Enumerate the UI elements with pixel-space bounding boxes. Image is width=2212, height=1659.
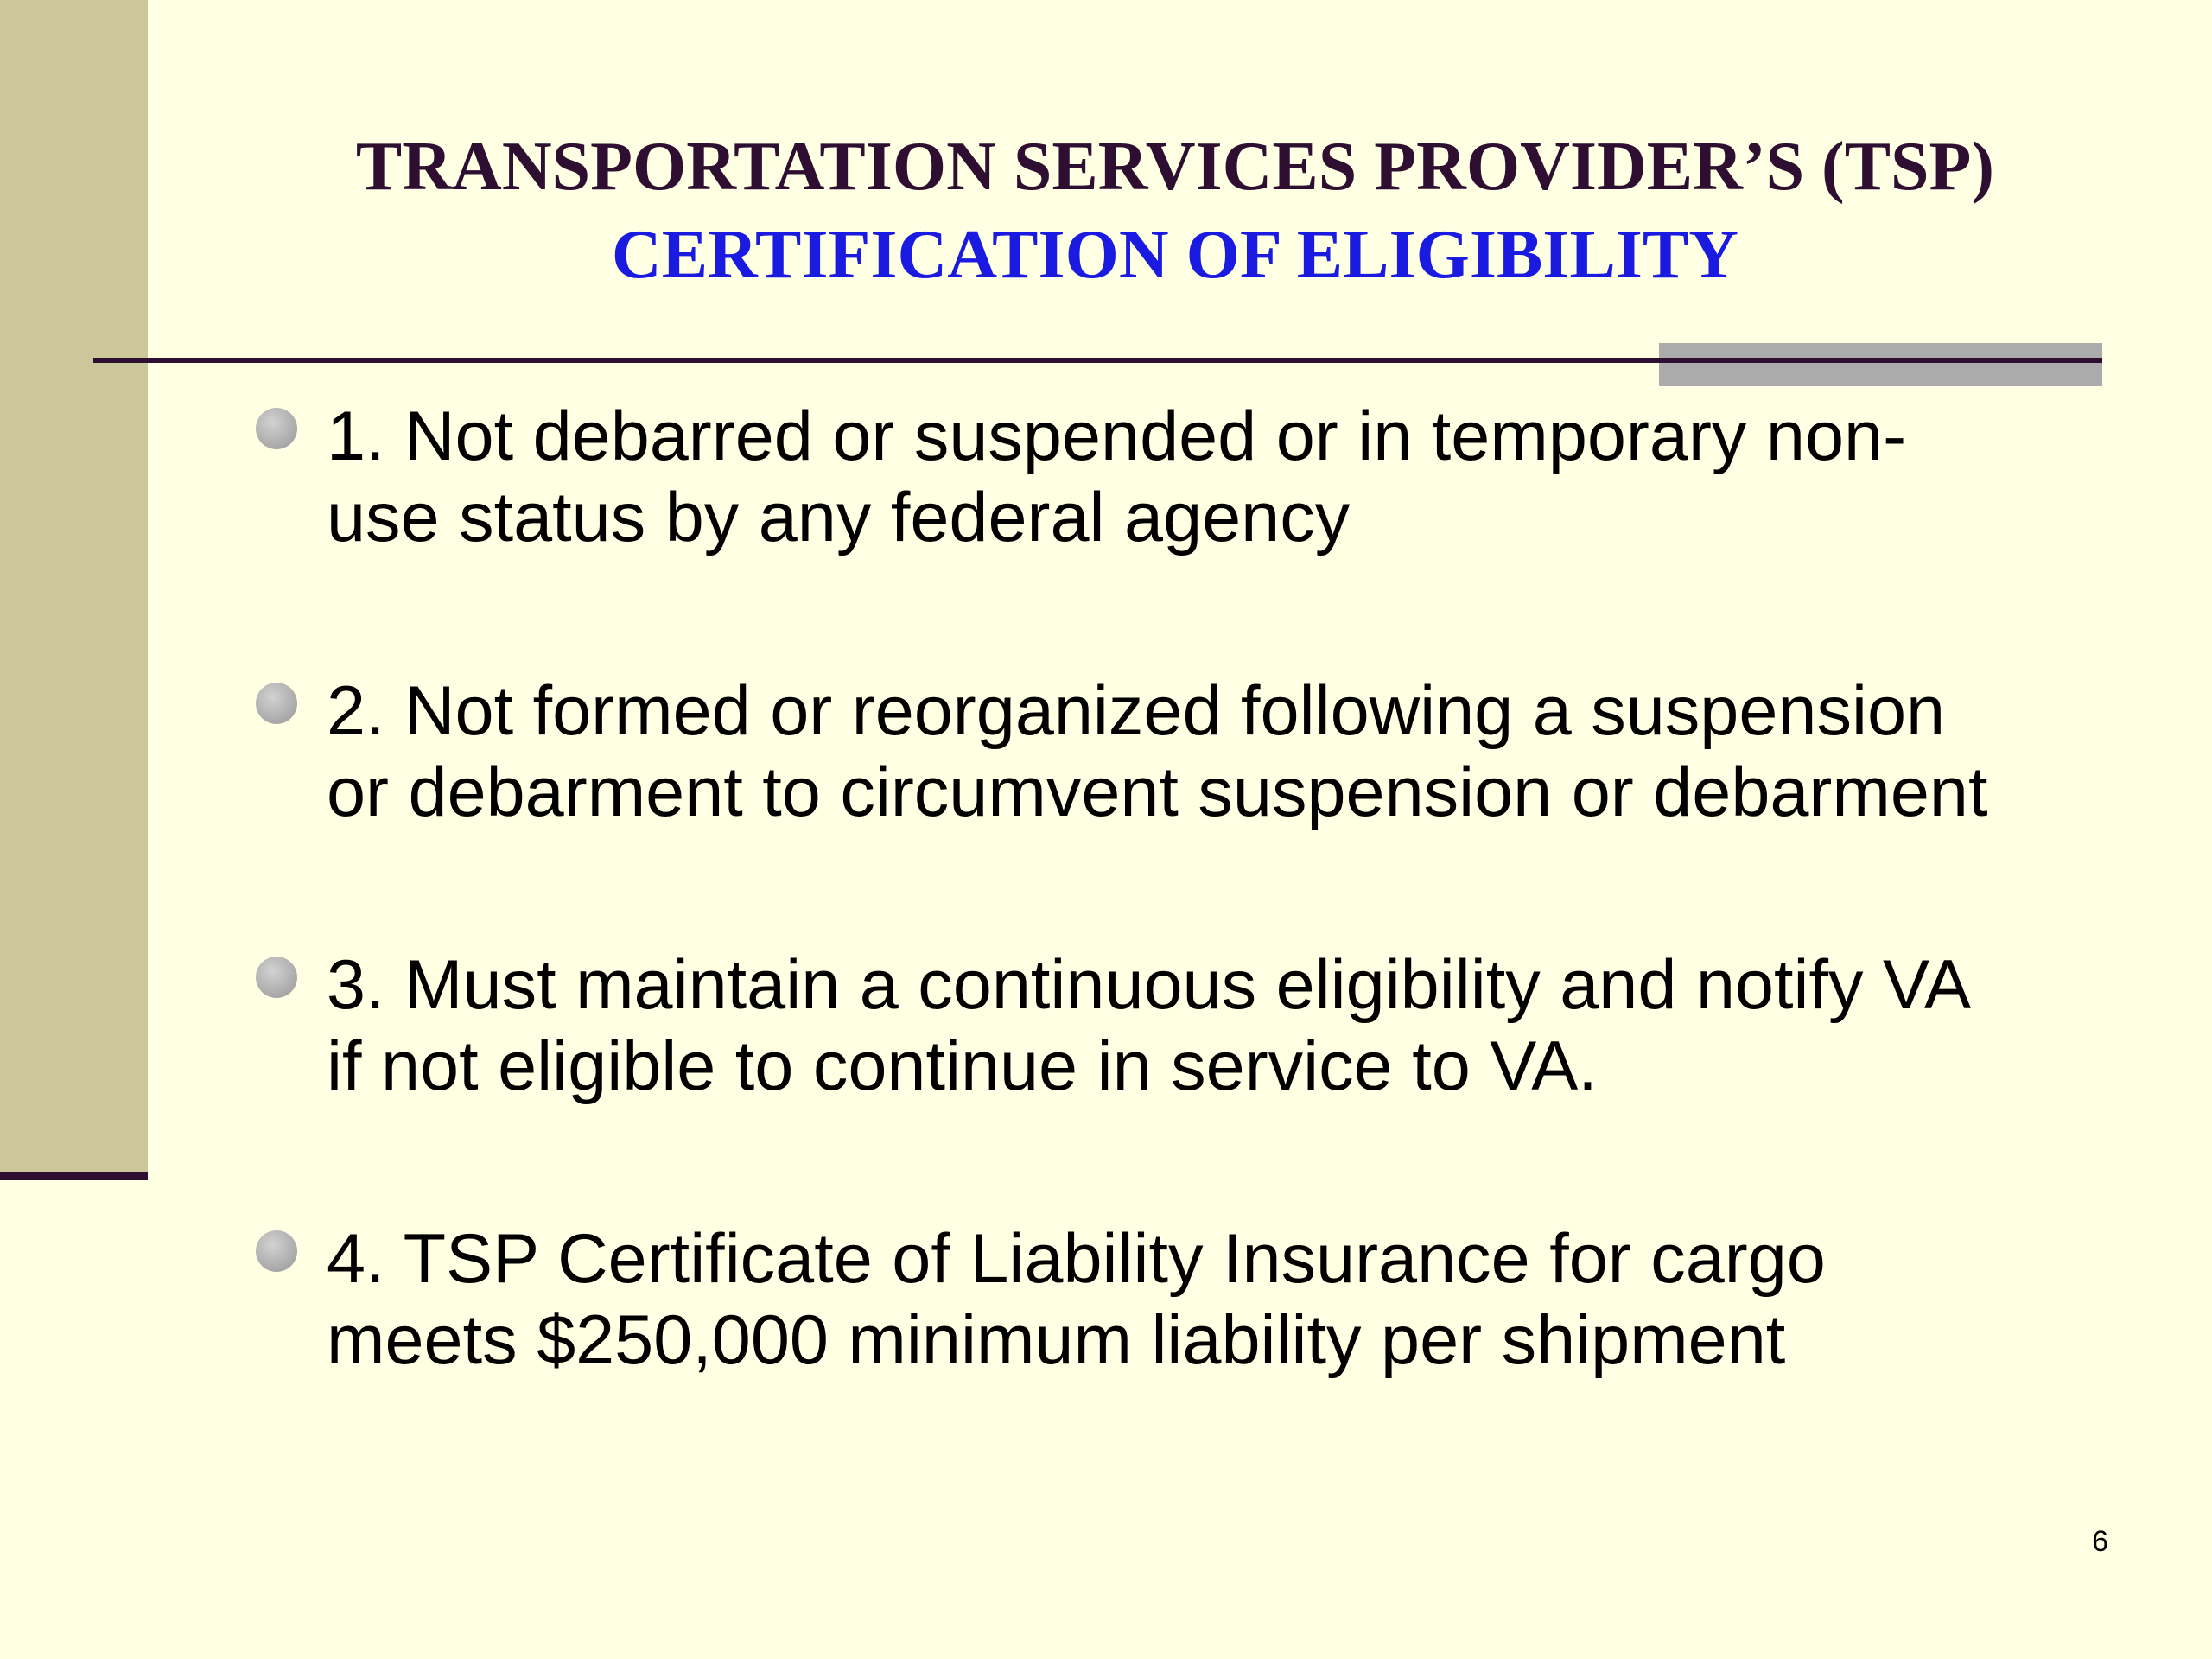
slide-title-line1: TRANSPORTATION SERVICES PROVIDER’S (TSP)	[355, 129, 1995, 205]
slide-title-line2: CERTIFICATION OF ELIGIBILITY	[611, 217, 1739, 293]
page-number: 6	[2092, 1525, 2108, 1558]
bullet-item-4-line2: meets $250,000 minimum liability per shipment	[327, 1301, 1786, 1379]
bullet-item-1-line2: use status by any federal agency	[327, 479, 1351, 556]
bullet-item-3-line1: 3. Must maintain a continuous eligibility and notify VA	[327, 946, 1972, 1024]
bullet-item-3-line2: if not eligible to continue in service to VA.	[327, 1027, 1598, 1105]
bullet-item-2	[327, 671, 2124, 833]
bullet-icon	[256, 957, 297, 998]
bullet-item-4	[327, 1218, 2124, 1381]
bullet-item-2-line2: or debarment to circumvent suspension or debarment	[327, 753, 1988, 831]
bullet-item-1	[327, 396, 2124, 558]
bullet-item-3	[327, 944, 2124, 1107]
bullet-icon	[256, 683, 297, 724]
bullet-item-4-line1: 4. TSP Certificate of Liability Insurance for cargo	[327, 1220, 1826, 1298]
bullet-item-1-line1: 1. Not debarred or suspended or in temporary non-	[327, 397, 1907, 475]
bullet-icon	[256, 408, 297, 449]
bullet-icon	[256, 1230, 297, 1272]
bullet-item-2-line1: 2. Not formed or reorganized following a suspension	[327, 672, 1946, 750]
